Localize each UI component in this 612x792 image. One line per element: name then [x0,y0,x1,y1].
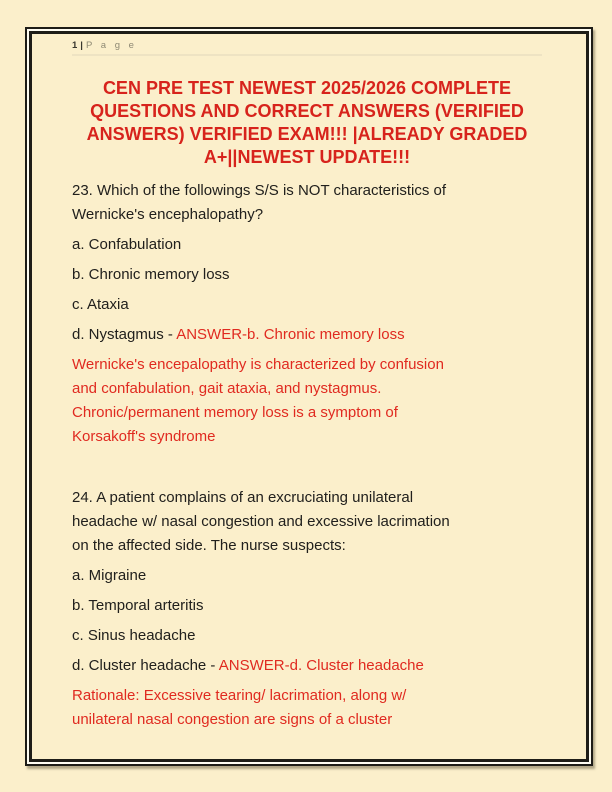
question-block-24 [72,486,542,732]
question-block-23 [72,179,542,449]
title-line: ANSWERS) VERIFIED EXAM!!! |ALREADY GRADED [86,124,528,144]
title-line: A+||NEWEST UPDATE!!! [203,147,411,167]
answer-option-d [72,654,542,678]
page-border-frame [25,27,593,766]
answer-option-d [72,323,542,347]
paragraph-gap [72,455,542,486]
answer-option-b: b. Chronic memory loss [72,266,230,283]
answer-option-c: c. Sinus headache [72,627,196,644]
question-text-line: 23. Which of the followings S/S is NOT characteristics of [72,182,447,199]
rationale-line: Rationale: Excessive tearing/ lacrimation, along w/ [72,687,407,704]
question-text-line: Wernicke's encephalopathy? [72,206,264,223]
answer-option-a: a. Migraine [72,567,147,584]
question-text-line: on the affected side. The nurse suspects: [72,537,346,554]
answer-option-c: c. Ataxia [72,296,129,313]
rationale-line: and confabulation, gait ataxia, and nystagmus. [72,380,382,397]
rationale-text [72,353,542,449]
page-label: P a g e [85,40,137,51]
correct-answer: ANSWER-b. Chronic memory loss [176,326,405,343]
rationale-line: Korsakoff's syndrome [72,428,216,445]
title-line: QUESTIONS AND CORRECT ANSWERS (VERIFIED [90,101,524,121]
page-border-inner [29,31,589,762]
title-line: CEN PRE TEST NEWEST 2025/2026 COMPLETE [102,78,512,98]
header-separator: | [80,40,83,51]
answer-option-d-label: d. Nystagmus - [72,326,177,343]
answer-option-a: a. Confabulation [72,236,182,253]
answer-option-d-label: d. Cluster headache - [72,657,219,674]
question-text-line: headache w/ nasal congestion and excessive lacrimation [72,513,450,530]
rationale-line: Chronic/permanent memory loss is a symptom of [72,404,398,421]
page-content [32,34,586,732]
correct-answer: ANSWER-d. Cluster headache [218,657,424,674]
question-text [72,486,542,558]
page-header [72,38,542,56]
answer-option-b: b. Temporal arteritis [72,597,204,614]
question-text [72,179,542,227]
rationale-text [72,684,542,732]
rationale-line: unilateral nasal congestion are signs of a cluster [72,711,393,728]
document-title [72,77,542,169]
question-text-line: 24. A patient complains of an excruciating unilateral [72,489,414,506]
page-number: 1 [72,40,78,51]
rationale-line: Wernicke's encepalopathy is characterized by confusion [72,356,444,373]
